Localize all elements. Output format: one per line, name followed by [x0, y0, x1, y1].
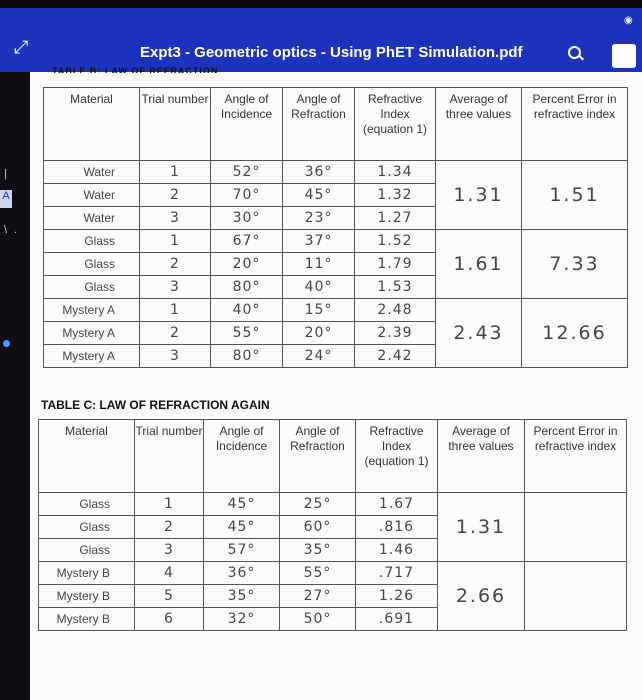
cell-material: Glass: [39, 516, 135, 539]
cell-material: Glass: [44, 253, 140, 276]
cell-incidence: 35°: [204, 585, 280, 608]
header-average: Average of three values: [436, 88, 522, 161]
cell-index: 1.26: [356, 585, 438, 608]
cell-trial: 1: [140, 230, 211, 253]
cell-refraction: 27°: [280, 585, 356, 608]
cell-refraction: 37°: [283, 230, 355, 253]
cell-average: 2.43: [436, 299, 522, 368]
cell-incidence: 30°: [211, 207, 283, 230]
table-b: [43, 87, 628, 368]
cell-index: .691: [356, 608, 438, 631]
table-c: [38, 419, 627, 631]
header-material: Material: [39, 420, 135, 493]
cell-trial: 2: [140, 253, 211, 276]
cell-percent-error: 1.51: [522, 161, 628, 230]
cell-material: Glass: [39, 539, 135, 562]
cell-incidence: 67°: [211, 230, 283, 253]
header-average: Average of three values: [438, 420, 525, 493]
cell-refraction: 11°: [283, 253, 355, 276]
cell-material: Mystery A: [44, 345, 140, 368]
cell-material: Water: [44, 207, 140, 230]
cell-percent-error: [525, 493, 627, 562]
cell-incidence: 32°: [204, 608, 280, 631]
sidebar-tab-a[interactable]: A: [0, 190, 12, 208]
expand-icon[interactable]: ⤢: [14, 37, 29, 57]
cell-incidence: 20°: [211, 253, 283, 276]
search-icon[interactable]: [568, 46, 581, 59]
cell-trial: 3: [140, 345, 211, 368]
cell-refraction: 23°: [283, 207, 355, 230]
cell-incidence: 55°: [211, 322, 283, 345]
cell-incidence: 45°: [204, 493, 280, 516]
header-index: Refractive Index (equation 1): [355, 88, 436, 161]
cell-refraction: 60°: [280, 516, 356, 539]
document-title: Expt3 - Geometric optics - Using PhET Simulation.pdf: [140, 44, 523, 61]
cell-percent-error: 12.66: [522, 299, 628, 368]
cell-incidence: 57°: [204, 539, 280, 562]
cell-index: 1.67: [356, 493, 438, 516]
sidebar-mark: |: [4, 168, 7, 180]
cell-material: Glass: [44, 276, 140, 299]
cell-index: 1.52: [355, 230, 436, 253]
table-row: [39, 493, 627, 516]
header-incidence: Angle of Incidence: [204, 420, 280, 493]
cell-refraction: 35°: [280, 539, 356, 562]
cell-average: 1.31: [438, 493, 525, 562]
cell-percent-error: [525, 562, 627, 631]
table-c-title: TABLE C: LAW OF REFRACTION AGAIN: [41, 398, 270, 412]
wifi-icon: ◉: [624, 15, 633, 26]
cell-refraction: 25°: [280, 493, 356, 516]
header-refraction: Angle of Refraction: [280, 420, 356, 493]
cell-trial: 1: [135, 493, 204, 516]
cell-trial: 5: [135, 585, 204, 608]
pdf-toolbar: [0, 0, 642, 72]
table-row: [44, 230, 628, 253]
status-bar: [0, 0, 642, 8]
header-percent-error: Percent Error in refractive index: [522, 88, 628, 161]
cell-index: 1.46: [356, 539, 438, 562]
cell-incidence: 40°: [211, 299, 283, 322]
cell-refraction: 40°: [283, 276, 355, 299]
cell-refraction: 15°: [283, 299, 355, 322]
header-trial: Trial number: [140, 88, 211, 161]
cell-trial: 3: [135, 539, 204, 562]
header-percent-error: Percent Error in refractive index: [525, 420, 627, 493]
sidebar-mark: .: [14, 224, 18, 236]
cell-incidence: 80°: [211, 345, 283, 368]
cell-refraction: 24°: [283, 345, 355, 368]
cell-incidence: 36°: [204, 562, 280, 585]
cell-material: Mystery B: [39, 608, 135, 631]
cell-average: 1.61: [436, 230, 522, 299]
cell-trial: 6: [135, 608, 204, 631]
sidebar-dot: [3, 340, 10, 347]
cell-index: .816: [356, 516, 438, 539]
header-trial: Trial number: [135, 420, 204, 493]
cell-material: Glass: [39, 493, 135, 516]
cell-trial: 2: [135, 516, 204, 539]
cell-trial: 3: [140, 207, 211, 230]
table-row: [39, 562, 627, 585]
cell-incidence: 52°: [211, 161, 283, 184]
cell-refraction: 36°: [283, 161, 355, 184]
thumbnail-sidebar[interactable]: [0, 72, 30, 700]
table-row: [44, 299, 628, 322]
cell-material: Mystery A: [44, 322, 140, 345]
header-incidence: Angle of Incidence: [211, 88, 283, 161]
cell-index: 1.53: [355, 276, 436, 299]
cell-material: Glass: [44, 230, 140, 253]
header-material: Material: [44, 88, 140, 161]
cell-incidence: 70°: [211, 184, 283, 207]
cell-incidence: 45°: [204, 516, 280, 539]
header-index: Refractive Index (equation 1): [356, 420, 438, 493]
cell-index: 1.79: [355, 253, 436, 276]
cell-average: 1.31: [436, 161, 522, 230]
cell-index: 1.34: [355, 161, 436, 184]
cell-material: Water: [44, 161, 140, 184]
cell-trial: 2: [140, 322, 211, 345]
cell-index: 2.42: [355, 345, 436, 368]
table-row: [44, 161, 628, 184]
cell-trial: 3: [140, 276, 211, 299]
cell-index: 2.39: [355, 322, 436, 345]
cell-incidence: 80°: [211, 276, 283, 299]
table-b-title: TABLE B: LAW OF REFRACTION: [52, 66, 219, 73]
cell-average: 2.66: [438, 562, 525, 631]
header-refraction: Angle of Refraction: [283, 88, 355, 161]
cell-refraction: 45°: [283, 184, 355, 207]
cell-material: Mystery B: [39, 562, 135, 585]
cell-trial: 1: [140, 299, 211, 322]
cell-trial: 1: [140, 161, 211, 184]
cell-index: .717: [356, 562, 438, 585]
cell-refraction: 20°: [283, 322, 355, 345]
page-icon[interactable]: [612, 44, 636, 68]
cell-material: Mystery A: [44, 299, 140, 322]
cell-index: 1.32: [355, 184, 436, 207]
cell-material: Mystery B: [39, 585, 135, 608]
cell-trial: 2: [140, 184, 211, 207]
cell-refraction: 55°: [280, 562, 356, 585]
sidebar-mark: \: [4, 224, 8, 236]
cell-index: 2.48: [355, 299, 436, 322]
cell-refraction: 50°: [280, 608, 356, 631]
cell-trial: 4: [135, 562, 204, 585]
cell-material: Water: [44, 184, 140, 207]
cell-percent-error: 7.33: [522, 230, 628, 299]
cell-index: 1.27: [355, 207, 436, 230]
